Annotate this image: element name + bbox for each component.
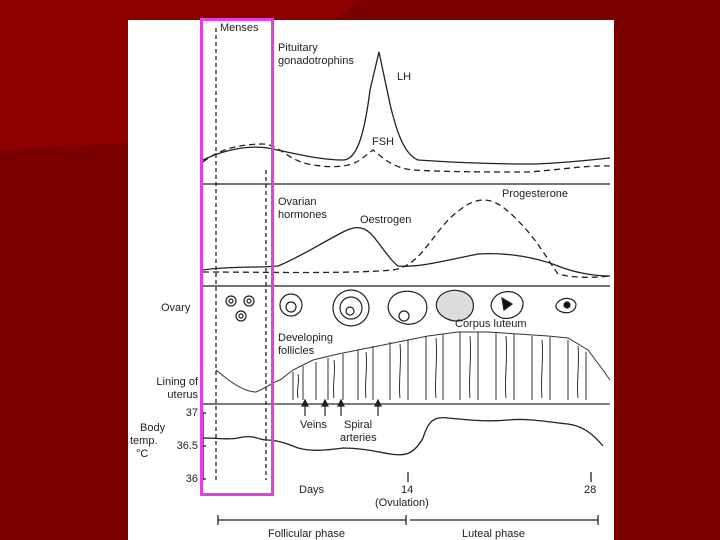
follicular-phase-label: Follicular phase (268, 528, 346, 540)
body-temp-label: Body (140, 422, 166, 434)
menses-highlight-box (200, 18, 274, 496)
body-temp-label-3: °C (136, 448, 149, 460)
menses-label: Menses (220, 22, 259, 34)
luteal-phase-label: Luteal phase (462, 528, 525, 540)
spiral-label-2: arteries (340, 432, 377, 444)
ovarian-label-2: hormones (278, 209, 327, 221)
days-label: Days (299, 484, 325, 496)
temp-tick-36-5: 36.5 (176, 440, 198, 452)
ovarian-label: Ovarian (278, 196, 317, 208)
ovary-label: Ovary (161, 302, 191, 314)
pituitary-label-2: gonadotrophins (278, 55, 354, 67)
fsh-label: FSH (372, 136, 394, 148)
developing-label-2: follicles (278, 345, 315, 357)
day-14-label: 14 (401, 484, 414, 496)
temp-tick-36: 36 (185, 473, 198, 485)
pituitary-label: Pituitary (278, 42, 318, 54)
corpus-luteum-label: Corpus luteum (455, 318, 527, 330)
vessel-arrows (302, 400, 381, 416)
uterus-lining (216, 332, 610, 404)
temp-tick-37: 37 (185, 407, 198, 419)
day-28-label: 28 (584, 484, 597, 496)
body-temp-label-2: temp. (130, 435, 158, 447)
ovulation-label: (Ovulation) (375, 497, 429, 509)
lining-label-2: uterus (167, 389, 198, 401)
progesterone-label: Progesterone (502, 188, 569, 200)
veins-label: Veins (300, 419, 327, 431)
oestrogen-label: Oestrogen (360, 214, 412, 226)
lining-label: Lining of (156, 376, 198, 388)
developing-label: Developing (278, 332, 334, 344)
lh-label: LH (397, 71, 412, 83)
spiral-label: Spiral (344, 419, 373, 431)
